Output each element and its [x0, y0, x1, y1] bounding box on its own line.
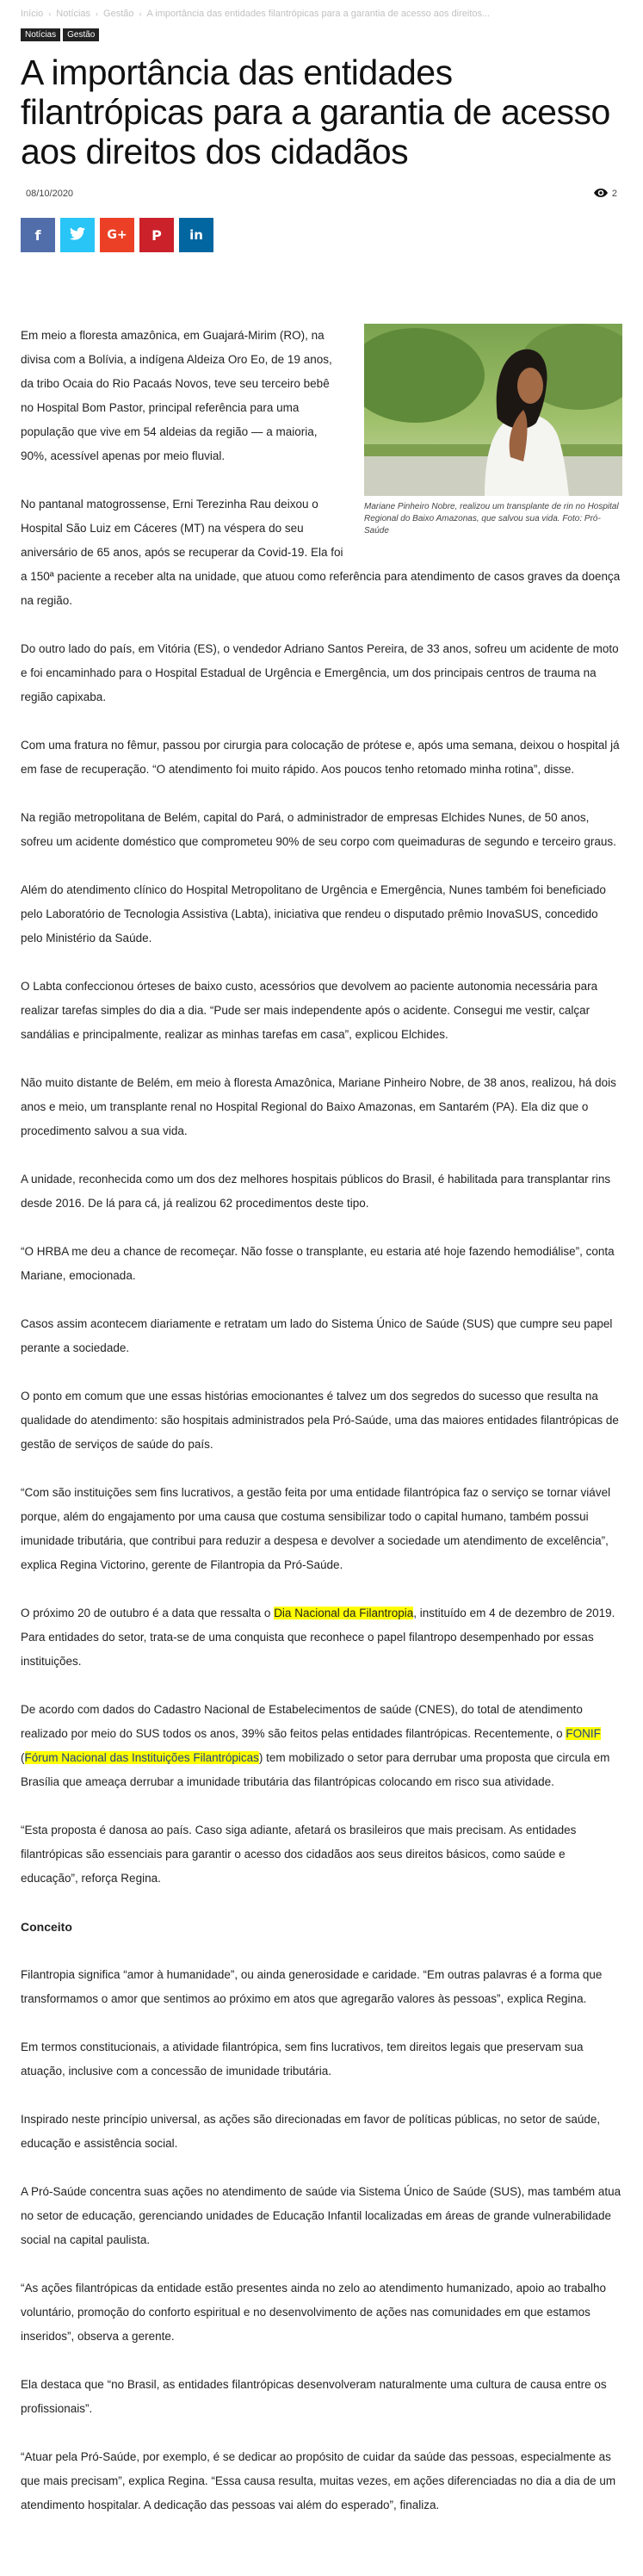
linkedin-icon: in	[189, 227, 203, 243]
highlighted-text: Dia Nacional da Filantropia	[274, 1607, 414, 1619]
paragraph-text: , instituído em 4 de dezembro de 2019. Para entidades do setor, trata-se de uma conquista que reconhece o papel filantropo desempenhado por essas instituições.	[21, 1607, 615, 1668]
paragraph: “Atuar pela Pró-Saúde, por exemplo, é se dedicar ao propósito de cuidar da saúde das pessoas, especialmente as que mais precisam”, explica Regina. “Essa causa resulta, muitas vezes, em ações diferenciadas no dia a dia de um atendimento hospitalar. A dedicação das pessoas vai além do esperado”, finaliza.	[21, 2450, 616, 2511]
section-heading: Conceito	[21, 1920, 72, 1934]
article-photo	[364, 324, 622, 496]
paragraph: “Esta proposta é danosa ao país. Caso siga adiante, afetará os brasileiros que mais precisam. As entidades filantrópicas são essenciais para garantir o acesso dos cidadãos aos seus direitos básicos, como saúde e educação”, reforça Regina.	[21, 1824, 577, 1885]
breadcrumb-separator-icon: ›	[139, 9, 142, 18]
breadcrumb-separator-icon: ›	[48, 9, 52, 18]
paragraph-text: (	[21, 1751, 25, 1764]
paragraph: “O HRBA me deu a chance de recomeçar. Não fosse o transplante, eu estaria até hoje fazendo hemodiálise”, conta Mariane, emocionada.	[21, 1245, 615, 1282]
paragraph-text: ) tem mobilizado o setor para derrubar uma proposta que circula em Brasília que ameaça derrubar a imunidade tributária das filantrópicas colocando em risco sua atividade.	[21, 1751, 610, 1788]
article-figure	[364, 324, 622, 537]
paragraph: Além do atendimento clínico do Hospital Metropolitano de Urgência e Emergência, Nunes também foi beneficiado pelo Laboratório de Tecnologia Assistiva (Labta), iniciativa que rendeu o disputado prêmio InovaSUS, concedido pelo Ministério da Saúde.	[21, 883, 606, 944]
twitter-icon	[70, 227, 85, 244]
paragraph-text: De acordo com dados do Cadastro Nacional de Estabelecimentos de saúde (CNES), do total de atendimento realizado por meio do SUS todos os anos, 39% são feitos pelas entidades filantrópicas. Recentemente, o	[21, 1703, 583, 1740]
share-google-plus-button[interactable]	[100, 218, 134, 252]
article-meta	[21, 185, 622, 202]
google-plus-icon: G+	[107, 228, 127, 242]
paragraph: Ela destaca que “no Brasil, as entidades filantrópicas desenvolveram naturalmente uma cultura de causa entre os profissionais”.	[21, 2378, 607, 2415]
category-tags	[21, 26, 622, 40]
share-linkedin-button[interactable]	[179, 218, 213, 252]
paragraph: Em termos constitucionais, a atividade filantrópica, sem fins lucrativos, tem direitos legais que preservam sua atuação, inclusive com a concessão de imunidade tributária.	[21, 2040, 584, 2078]
facebook-icon: f	[34, 226, 41, 244]
view-count	[594, 189, 617, 200]
fonif-link[interactable]: FONIF	[566, 1727, 601, 1740]
category-tag-management[interactable]: Gestão	[63, 28, 99, 41]
paragraph: O Labta confeccionou órteses de baixo custo, acessórios que devolvem ao paciente autonomia necessária para realizar tarefas simples do dia a dia. “Pude ser mais independente após o acidente. Consegui me vestir, calçar sandálias e principalmente, realizar as minhas tarefas em casa”, explicou Elchides.	[21, 980, 598, 1041]
paragraph: Não muito distante de Belém, em meio à floresta Amazônica, Mariane Pinheiro Nobre, de 38 anos, realizou, há dois anos e meio, um transplante renal no Hospital Regional do Baixo Amazonas, em Santarém (PA). Ela diz que o procedimento salvou a sua vida.	[21, 1076, 616, 1137]
paragraph: A Pró-Saúde concentra suas ações no atendimento de saúde via Sistema Único de Saúde (SUS), mas também atua no setor de educação, gerenciando unidades de Educação Infantil localizadas em áreas de grande vulnerabilidade social na capital paulista.	[21, 2185, 621, 2246]
paragraph: “Com são instituições sem fins lucrativos, a gestão feita por uma entidade filantrópica faz o serviço se tornar viável porque, além do engajamento por uma causa que costuma sensibilizar todo o capital humano, também possui imunidade tributária, que contribui para reduzir a despesa e devolver a sociedade um atendimento de excelência”, explica Regina Victorino, gerente de Filantropia da Pró-Saúde.	[21, 1486, 611, 1571]
share-facebook-button[interactable]	[21, 218, 55, 252]
paragraph: Inspirado neste princípio universal, as ações são direcionadas em favor de políticas públicas, no setor de saúde, educação e assistência social.	[21, 2113, 601, 2150]
paragraph: Casos assim acontecem diariamente e retratam um lado do Sistema Único de Saúde (SUS) que cumpre seu papel perante a sociedade.	[21, 1317, 613, 1354]
breadcrumb	[21, 0, 622, 22]
paragraph: Filantropia significa “amor à humanidade”, ou ainda generosidade e caridade. “Em outras palavras é a forma que transformamos o amor que sentimos ao próximo em atos que agregarão valores às pessoas”, explica Regina.	[21, 1968, 603, 2005]
breadcrumb-separator-icon: ›	[96, 9, 99, 18]
paragraph	[21, 1601, 622, 1674]
paragraph: Em meio a floresta amazônica, em Guajará-Mirim (RO), na divisa com a Bolívia, a indígena Aldeiza Oro Eo, de 19 anos, da tribo Ocaia do Rio Pacaás Novos, teve seu terceiro bebê no Hospital Bom Pastor, principal referência para uma população que vive em 54 aldeias da região — a maioria, 90%, acessível apenas por meio fluvial.	[21, 329, 332, 462]
paragraph: Com uma fratura no fêmur, passou por cirurgia para colocação de prótese e, após uma semana, deixou o hospital já em fase de recuperação. “O atendimento foi muito rápido. Aos poucos tenho retomado minha rotina”, disse.	[21, 739, 620, 776]
paragraph-text: O próximo 20 de outubro é a data que ressalta o	[21, 1607, 275, 1619]
view-count-value: 2	[611, 189, 617, 199]
eye-icon	[594, 189, 608, 200]
paragraph: Na região metropolitana de Belém, capital do Pará, o administrador de empresas Elchides Nunes, de 50 anos, sofreu um acidente doméstico que comprometeu 90% de seu corpo com queimaduras de segundo e terceiro graus.	[21, 811, 616, 848]
paragraph: No pantanal matogrossense, Erni Terezinha Rau deixou o Hospital São Luiz em Cáceres (MT) na véspera do seu aniversário de 65 anos, após se recuperar da Covid-19. Ela foi a 150ª paciente a receber alta na unidade, que atuou como referência para atendimento de casos graves da doença na região.	[21, 498, 621, 607]
forum-nacional-link[interactable]: Fórum Nacional das Instituições Filantrópicas	[24, 1751, 259, 1764]
paragraph: O ponto em comum que une essas histórias emocionantes é talvez um dos segredos do sucesso que resulta na qualidade do atendimento: são hospitais administrados pela Pró-Saúde, uma das maiores entidades filantrópicas de gestão de serviços de saúde do país.	[21, 1390, 619, 1451]
paragraph	[21, 1698, 622, 1794]
article-date: 08/10/2020	[26, 189, 74, 199]
paragraph: Do outro lado do país, em Vitória (ES), o vendedor Adriano Santos Pereira, de 33 anos, sofreu um acidente de moto e foi encaminhado para o Hospital Estadual de Urgência e Emergência, um dos principais centros de trauma na região capixaba.	[21, 642, 619, 703]
category-tag-news[interactable]: Notícias	[21, 28, 60, 41]
share-pinterest-button[interactable]	[139, 218, 174, 252]
breadcrumb-management[interactable]: Gestão	[103, 9, 134, 19]
share-buttons	[21, 218, 622, 252]
breadcrumb-current: A importância das entidades filantrópicas para a garantia de acesso aos direitos...	[146, 9, 491, 19]
breadcrumb-home[interactable]: Início	[21, 9, 44, 19]
breadcrumb-news[interactable]: Notícias	[56, 9, 91, 19]
pinterest-icon: P	[151, 226, 162, 244]
article-body	[21, 324, 622, 2517]
share-twitter-button[interactable]	[60, 218, 95, 252]
photo-caption: Mariane Pinheiro Nobre, realizou um transplante de rin no Hospital Regional do Baixo Amazonas, que salvou sua vida. Foto: Pró-Saúde	[364, 502, 619, 536]
article-title: A importância das entidades filantrópicas para a garantia de acesso aos direitos dos cidadãos	[21, 53, 610, 171]
paragraph: “As ações filantrópicas da entidade estão presentes ainda no zelo ao atendimento humanizado, apoio ao trabalho voluntário, promoção do conforto espiritual e no desenvolvimento de ações nas comunidades em que estamos inseridos”, observa a gerente.	[21, 2282, 606, 2343]
paragraph: A unidade, reconhecida como um dos dez melhores hospitais públicos do Brasil, é habilitada para transplantar rins desde 2016. De lá para cá, já realizou 62 procedimentos deste tipo.	[21, 1173, 611, 1210]
